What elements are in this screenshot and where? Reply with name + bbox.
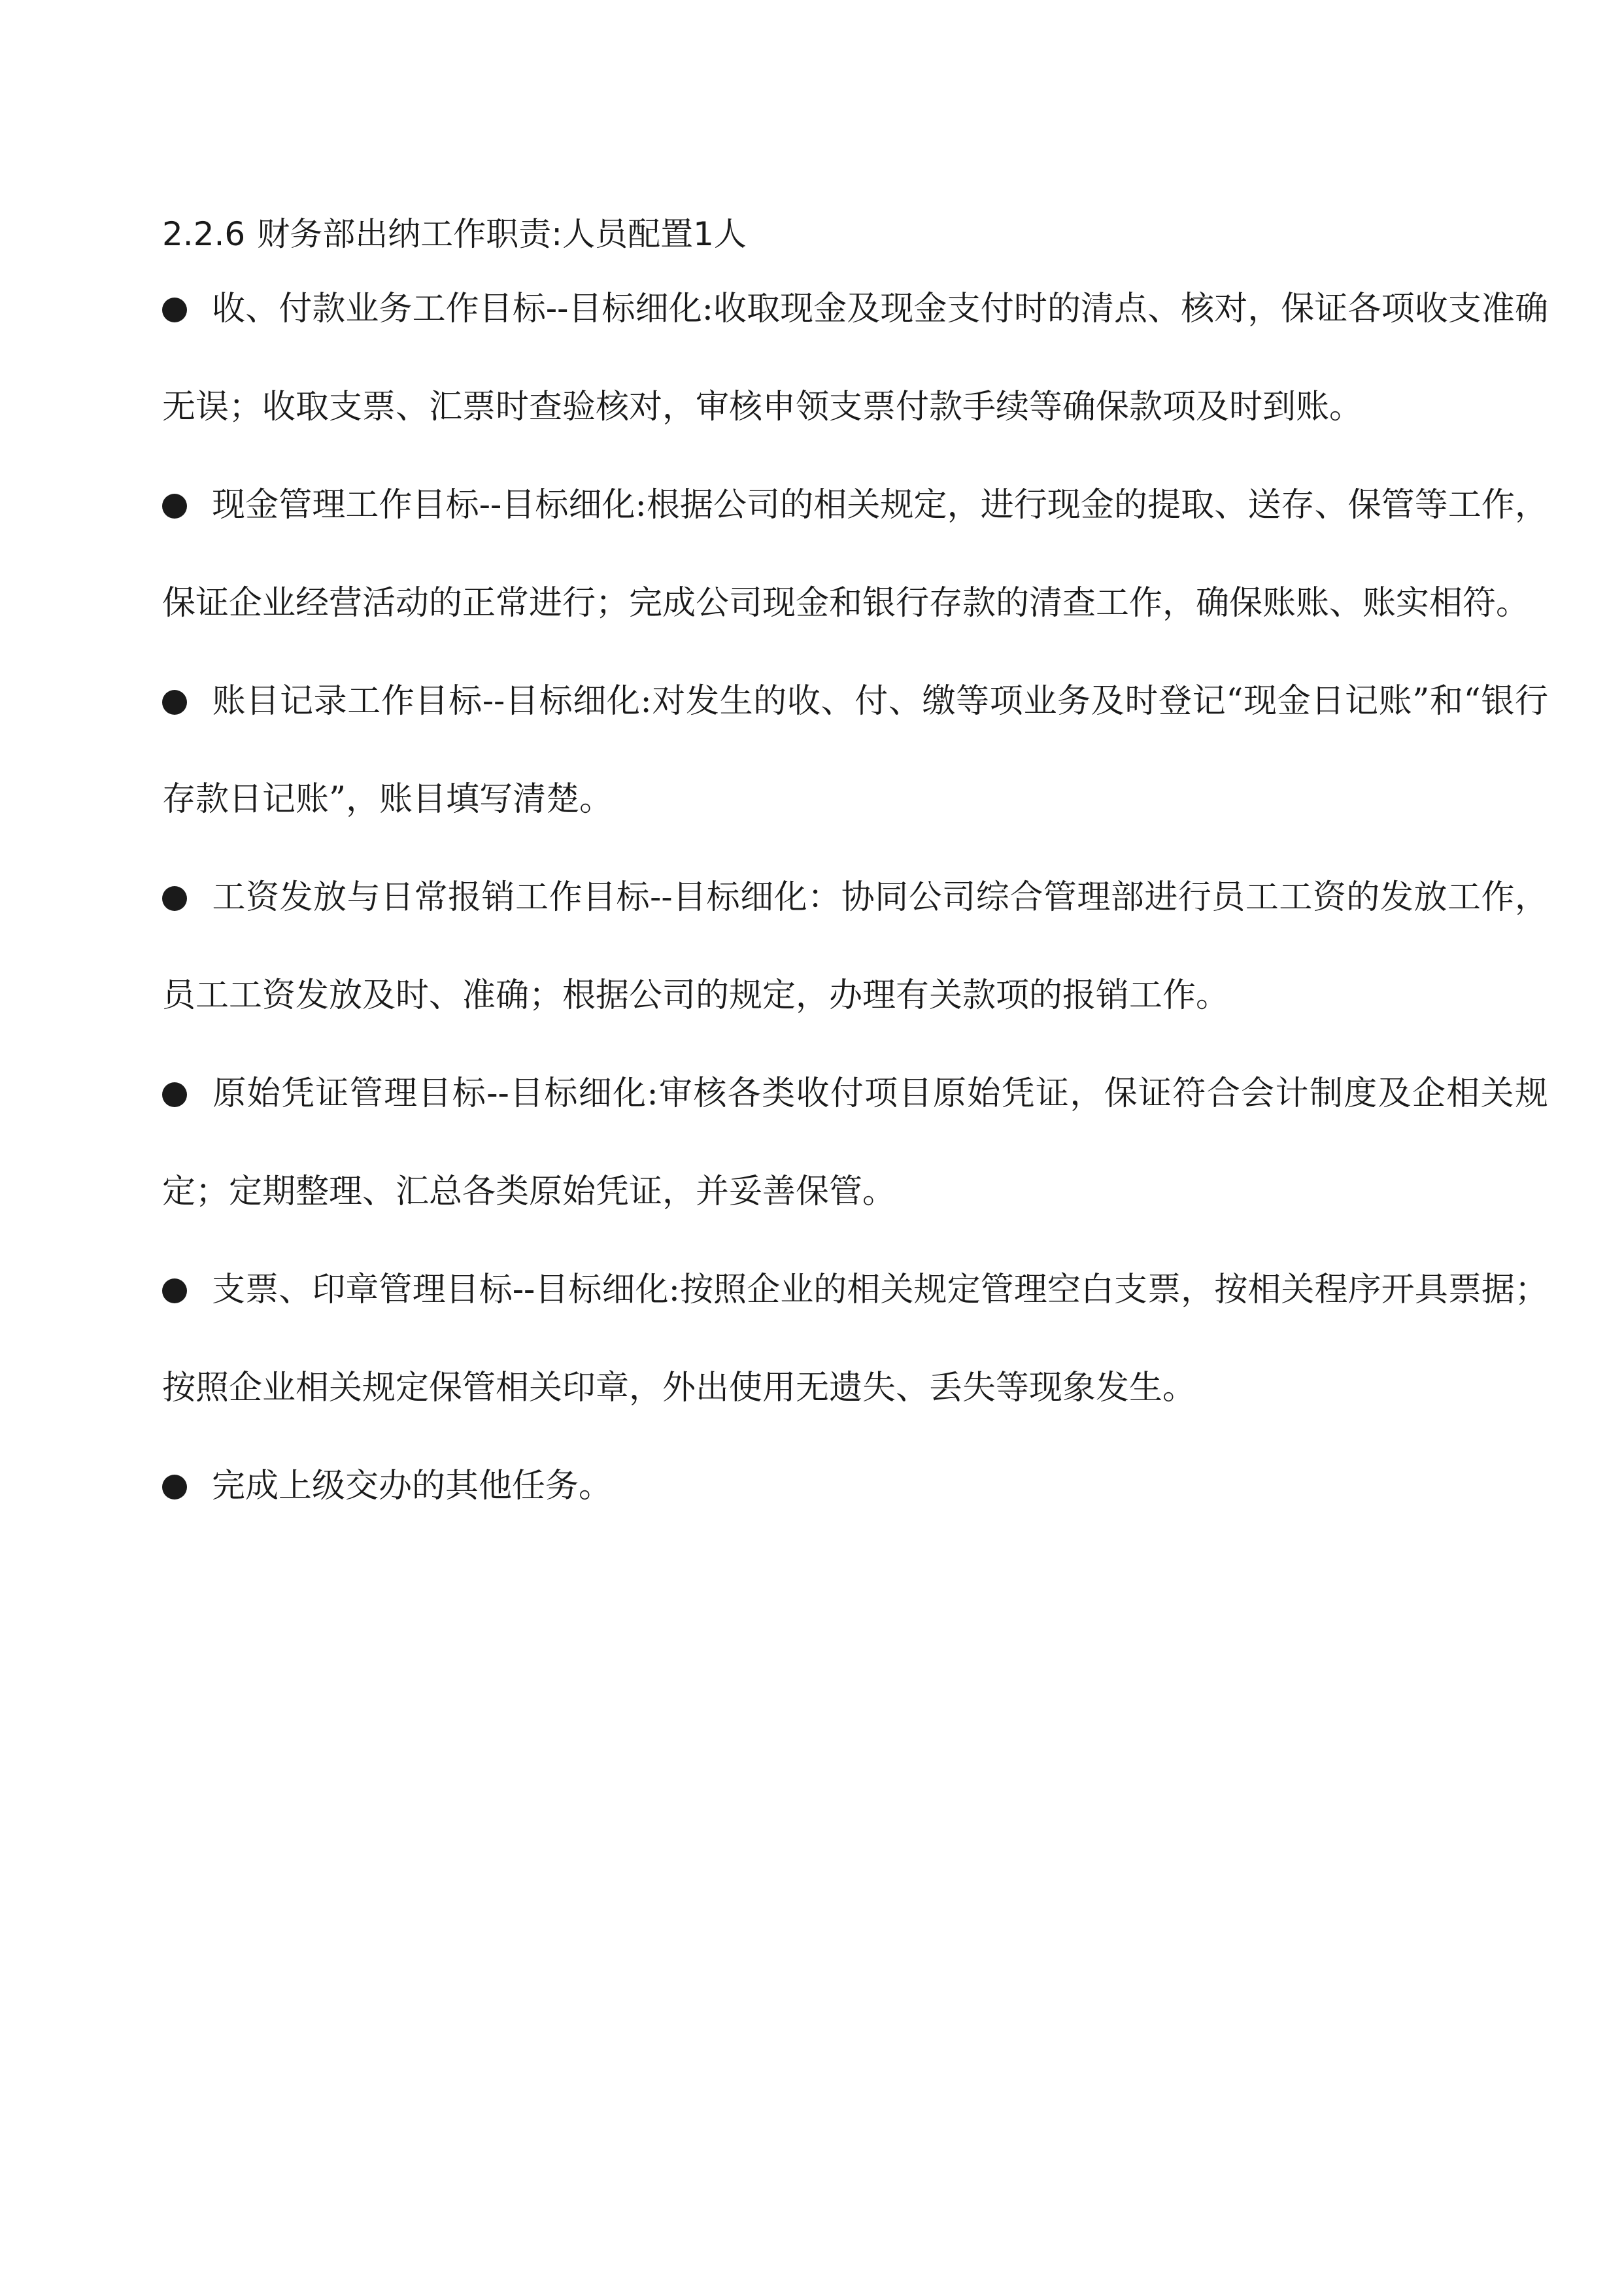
duty-item-text: 账目记录工作目标--目标细化:对发生的收、付、缴等项业务及时登记“现金日记账”和“银行存款日记账”，账目填写清楚。 (162, 682, 1548, 819)
bullet-icon (162, 1475, 187, 1499)
duty-item-text: 原始凭证管理目标--目标细化:审核各类收付项目原始凭证，保证符合会计制度及企相关规定；定期整理、汇总各类原始凭证，并妥善保管。 (162, 1074, 1548, 1211)
duty-item-original-vouchers (162, 1045, 1548, 1241)
duty-item-text: 完成上级交办的其他任务。 (212, 1467, 613, 1505)
bullet-icon (162, 1278, 187, 1303)
duty-item-text: 现金管理工作目标--目标细化:根据公司的相关规定，进行现金的提取、送存、保管等工作，保证企业经营活动的正常进行；完成公司现金和银行存款的清查工作，确保账账、账实相符。 (162, 486, 1548, 623)
bullet-icon (162, 494, 187, 519)
duty-item-account-records (162, 653, 1548, 849)
bullet-icon (162, 1082, 187, 1107)
duty-item-payroll-reimbursement (162, 849, 1548, 1045)
section-title: 财务部出纳工作职责:人员配置1人 (257, 215, 747, 253)
section-heading (162, 208, 1548, 260)
duty-item-cash-management (162, 456, 1548, 653)
duty-item-text: 支票、印章管理目标--目标细化:按照企业的相关规定管理空白支票，按相关程序开具票据；按照企业相关规定保管相关印章，外出使用无遗失、丢失等现象发生。 (162, 1271, 1548, 1407)
duty-item-text: 收、付款业务工作目标--目标细化:收取现金及现金支付时的清点、核对，保证各项收支准确无误；收取支票、汇票时查验核对，审核申领支票付款手续等确保款项及时到账。 (162, 290, 1548, 426)
duty-item-cheques-seals (162, 1241, 1548, 1437)
bullet-icon (162, 886, 187, 911)
duty-item-text: 工资发放与日常报销工作目标--目标细化：协同公司综合管理部进行员工工资的发放工作，员工工资发放及时、准确；根据公司的规定，办理有关款项的报销工作。 (162, 878, 1548, 1015)
section-number: 2.2.6 (162, 215, 246, 253)
bullet-icon (162, 298, 187, 322)
duty-item-other-tasks (162, 1437, 1548, 1535)
bullet-icon (162, 690, 187, 715)
document-body (162, 208, 1548, 1535)
duty-item-receipts-payments (162, 260, 1548, 456)
